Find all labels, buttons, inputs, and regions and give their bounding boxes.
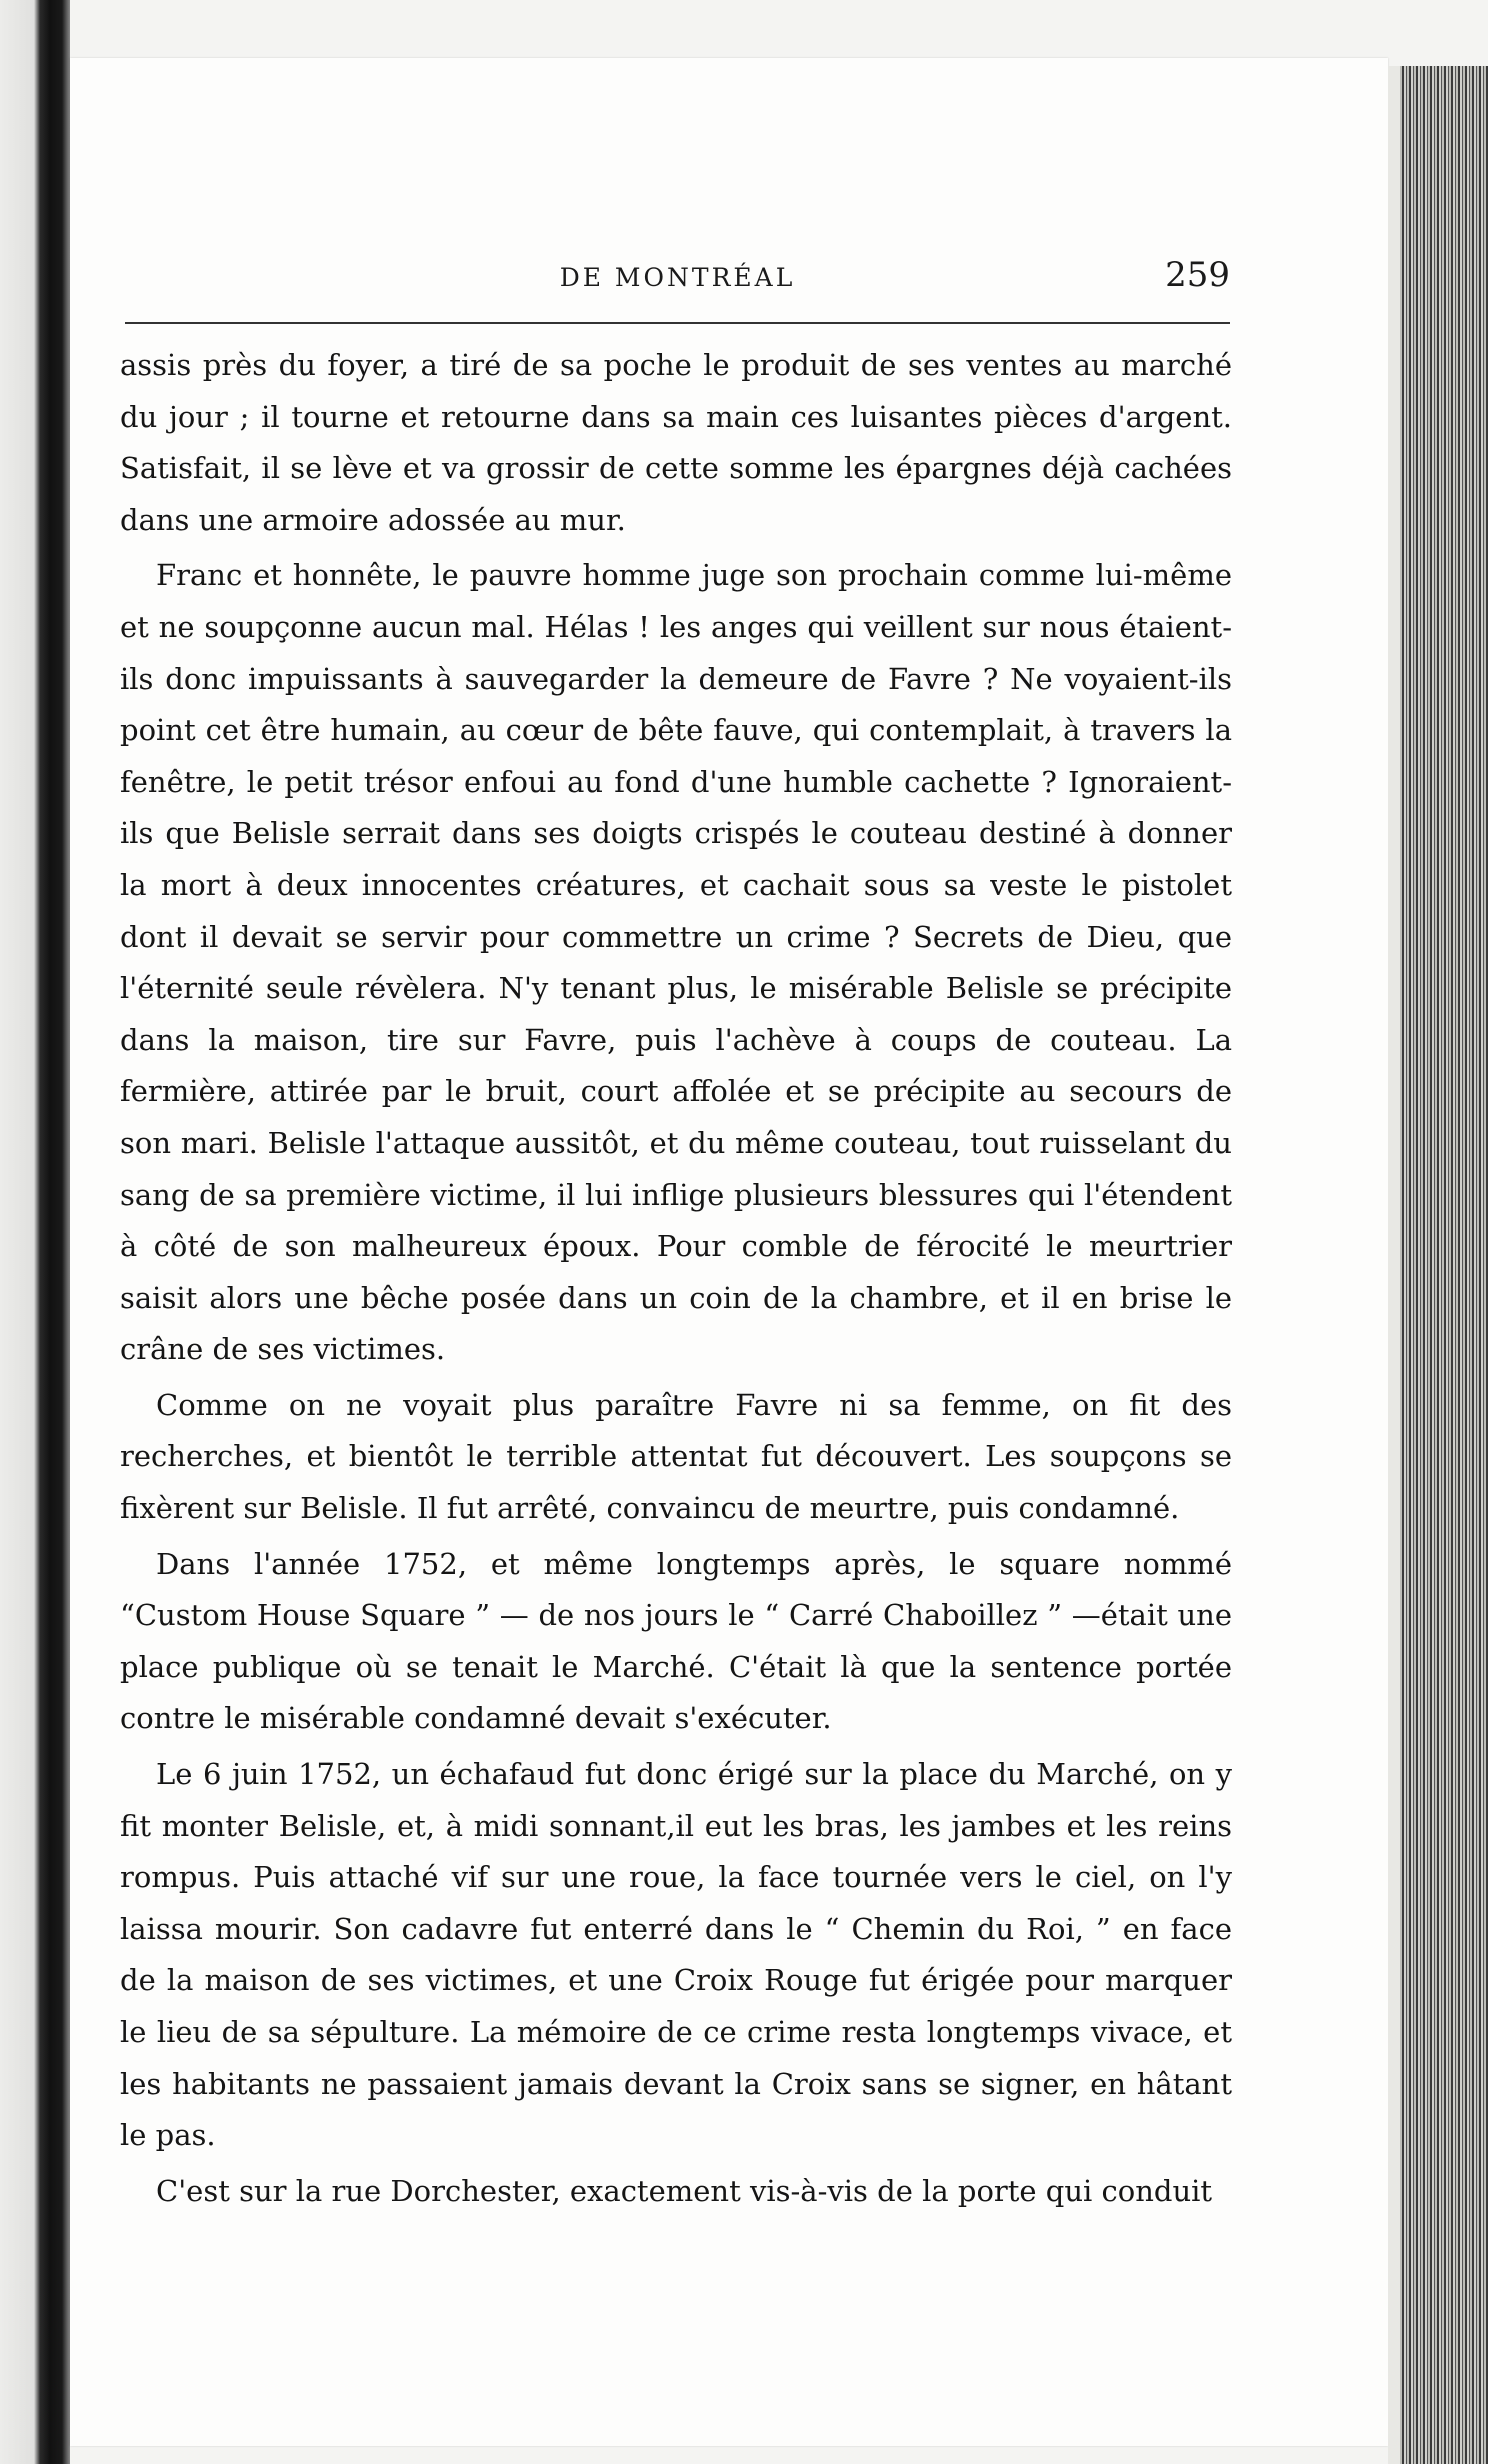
running-title: DE MONTRÉAL xyxy=(559,263,796,292)
paragraph-1: assis près du foyer, a tiré de sa poche le produit de ses ventes au marché du jour ; il tourne et retourne dans sa main ces luisantes pièces d'argent. Satisfait, il se lève et va grossir de cette somme les épargnes déjà cachées dans une armoire adossée au mur. xyxy=(120,348,1232,537)
paragraph-6: C'est sur la rue Dorchester, exactement vis-à-vis de la porte qui conduit xyxy=(156,2173,1213,2208)
paragraph-5: Le 6 juin 1752, un échafaud fut donc érigé sur la place du Marché, on y fit monter Belisle, et, à midi sonnant,il eut les bras, les jambes et les reins rompus. Puis attaché vif sur une roue, la face tournée vers le ciel, on l'y laissa mourir. Son cadavre fut enterré dans le “ Chemin du Roi, ” en face de la maison de ses victimes, et une Croix Rouge fut érigée pour marquer le lieu de sa sépulture. La mémoire de ce crime resta longtemps vivace, et les habitants ne passaient jamais devant la Croix sans se signer, en hâtant le pas. xyxy=(120,1757,1232,2153)
paragraph-4: Dans l'année 1752, et même longtemps après, le square nommé “Custom House Square ” — de nos jours le “ Carré Chaboillez ” —était une place publique où se tenait le Marché. C'était là que la sentence portée contre le misérable condamné devait s'exécuter. xyxy=(120,1546,1232,1736)
body-text xyxy=(120,340,1232,2221)
page-edges-right xyxy=(1388,66,1488,2464)
paragraph-3: Comme on ne voyait plus paraître Favre ni sa femme, on fit des recherches, et bientôt le terrible attentat fut découvert. Les soupçons se fixèrent sur Belisle. Il fut arrêté, convaincu de meurtre, puis condamné. xyxy=(120,1387,1232,1526)
book-binding-left xyxy=(0,0,70,2464)
page-header xyxy=(125,255,1230,305)
header-rule xyxy=(125,322,1230,324)
paragraph-2: Franc et honnête, le pauvre homme juge son prochain comme lui-même et ne soupçonne aucun mal. Hélas ! les anges qui veillent sur nous étaient-ils donc impuissants à sauvegarder la demeure de Favre ? Ne voyaient-ils point cet être humain, au cœur de bête fauve, qui contemplait, à travers la fenêtre, le petit trésor enfoui au fond d'une humble cachette ? Ignoraient-ils que Belisle serrait dans ses doigts crispés le couteau destiné à donner la mort à deux innocentes créatures, et cachait sous sa veste le pistolet dont il devait se servir pour commettre un crime ? Secrets de Dieu, que l'éternité seule révèlera. N'y tenant plus, le misérable Belisle se précipite dans la maison, tire sur Favre, puis l'achève à coups de couteau. La fermière, attirée par le bruit, court affolée et se précipite au secours de son mari. Belisle l'attaque aussitôt, et du même couteau, tout ruisselant du sang de sa première victime, il lui inflige plusieurs blessures qui l'étendent à côté de son malheureux époux. Pour comble de férocité le meurtrier saisit alors une bêche posée dans un coin de la chambre, et il en brise le crâne de ses victimes. xyxy=(120,558,1232,1367)
page-number: 259 xyxy=(1165,255,1230,295)
